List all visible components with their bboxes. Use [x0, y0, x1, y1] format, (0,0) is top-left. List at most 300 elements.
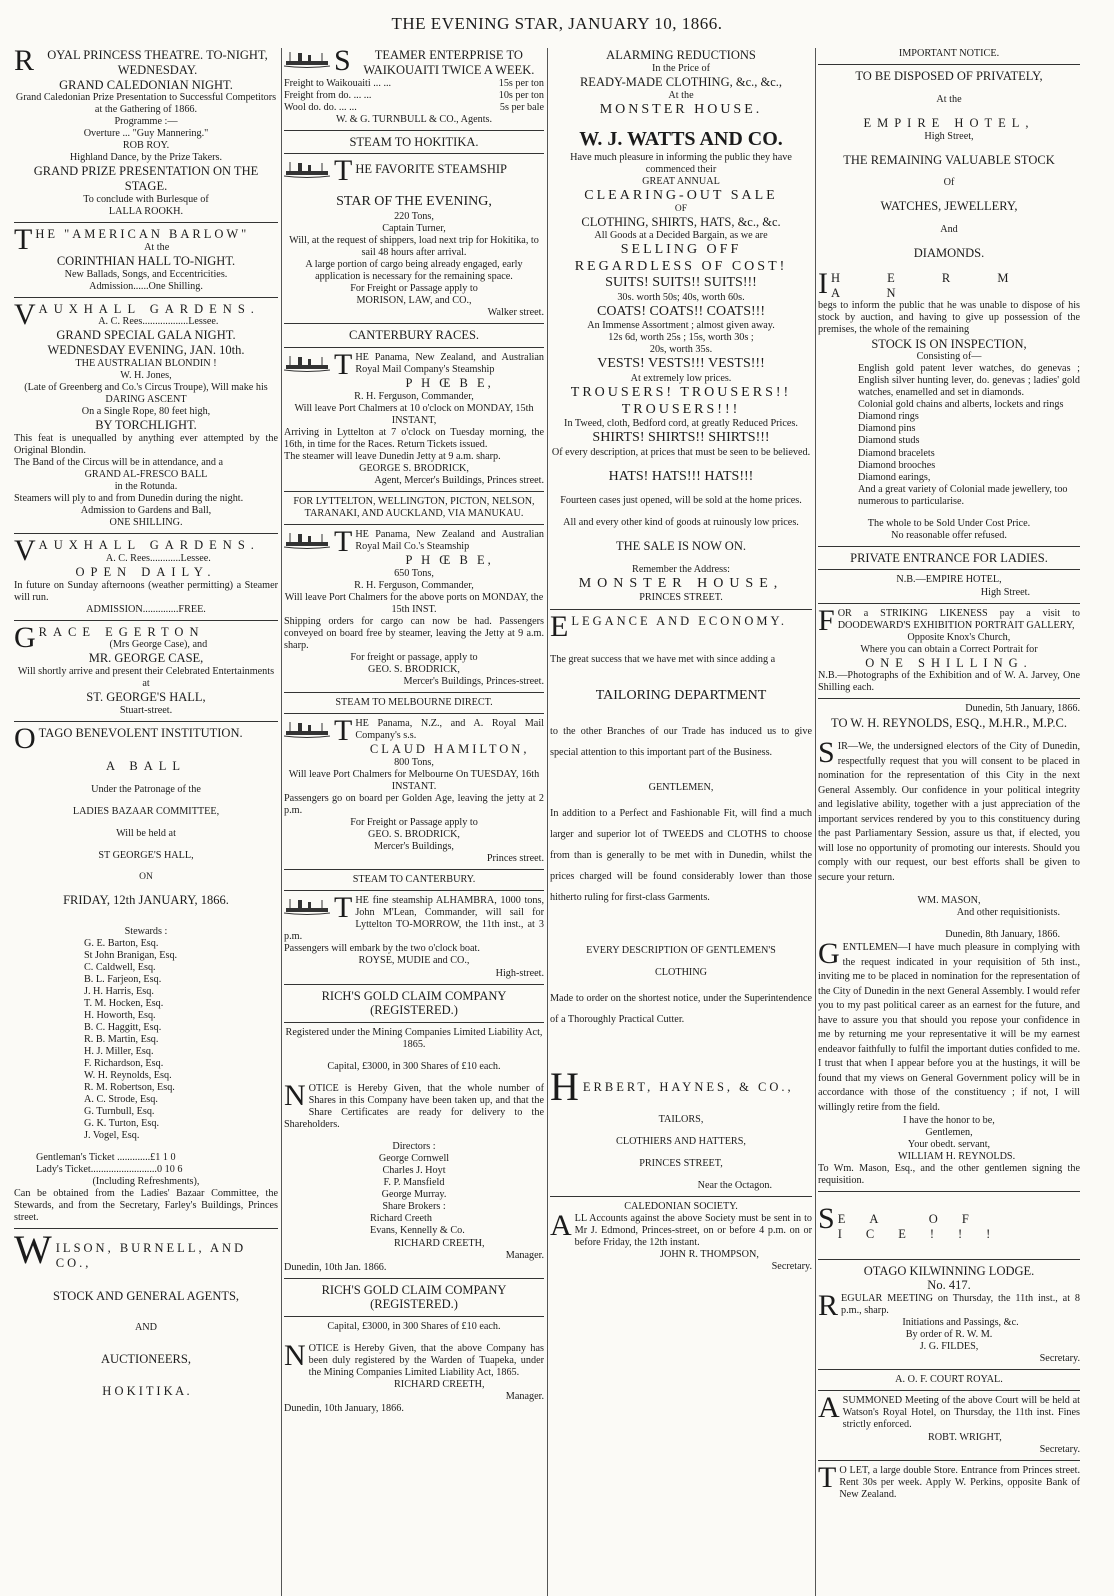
ad-line: And other requisitionists.: [956, 907, 1060, 919]
divider: [818, 569, 1080, 570]
ad-line: (Late of Greenberg and Co.'s Circus Troupe), Will make his: [24, 381, 268, 393]
steward: C. Caldwell, Esq.: [84, 961, 156, 973]
freight-label: Wool do. do. ... ...: [284, 101, 357, 113]
reynolds-requisition-ad: [818, 703, 1080, 1187]
striking-likeness-ad: [818, 603, 1080, 695]
ad-headline: HE Panama, New Zealand, and Australian Royal Mail Company's Steamship: [355, 351, 544, 375]
ad-line: ROYSE, MUDIE and CO.,: [358, 955, 470, 967]
wilson-burnell-ad: [14, 1227, 278, 1399]
divider: [284, 692, 544, 693]
freight-rate: 5s per bale: [499, 101, 544, 113]
ad-line: Your obedt. servant,: [907, 1139, 991, 1151]
stock-item: Diamond studs: [858, 435, 920, 447]
divider: [550, 1196, 812, 1197]
broker: Richard Creeth: [370, 1213, 432, 1225]
ad-line: Secretary.: [1039, 1353, 1080, 1365]
divider: [284, 130, 544, 131]
ad-headline: HE FAVORITE STEAMSHIP: [355, 162, 507, 177]
ad-line: Near the Octagon.: [697, 1179, 772, 1191]
divider: [284, 869, 544, 870]
ad-line: W. H. Jones,: [120, 369, 172, 381]
herbert-haynes-ad: [550, 1063, 812, 1192]
ad-line: Dunedin, 10th Jan. 1866.: [284, 1261, 387, 1273]
ad-line: FRIDAY, 12th JANUARY, 1866.: [63, 892, 229, 907]
director: F. P. Mansfield: [383, 1177, 445, 1189]
ad-line: MONSTER HOUSE,: [578, 575, 784, 591]
ad-line: Directors :: [392, 1141, 436, 1153]
stewards-label: Stewards :: [124, 925, 168, 937]
ad-line: TROUSERS!!!: [621, 401, 741, 417]
ad-line: CLOTHING, SHIRTS, HATS, &c., &c.: [581, 215, 781, 230]
ad-line: WATCHES, JEWELLERY,: [880, 199, 1018, 214]
divider: [14, 721, 278, 722]
drop-cap: T: [334, 525, 353, 559]
steward: B. L. Farjeon, Esq.: [84, 973, 162, 985]
ad-line: Mercer's Buildings, Princes-street.: [403, 676, 544, 688]
waikouaiti-steamer-ad: [284, 48, 544, 126]
steward: G. E. Barton, Esq.: [84, 937, 159, 949]
ad-line: Mercer's Buildings,: [374, 841, 454, 853]
drop-cap: N: [284, 1079, 306, 1113]
ad-line: Overture ... "Guy Mannering.": [83, 128, 209, 140]
stock-item: Colonial gold chains and alberts, lockets and rings: [858, 399, 1064, 411]
ad-title: FOR LYTTELTON, WELLINGTON, PICTON, NELSON, TARANAKI, AND AUCKLAND, VIA MANUKAU.: [293, 495, 535, 520]
ad-headline: AUXHALL GARDENS.: [38, 301, 260, 316]
ad-headline: ENTLEMEN—I have much pleasure in complying with the request indicated in your requisition of 5th inst., inviting me to be placed in nomination for the representation of the City of Dunedin in the next General Assembly. I would refer you to my past political career as an earnest for the future, and have to assure you that should you repose your confidence in me by returning me your representative it will be my earnest endeavor faithfully to fulfil the important duties confided to me. I trust that when I appear before you at the hustings, it will be found that my views on General Government policy will be in accordance with those of the constituency ; if not, I will willingly retire from the field.: [818, 942, 1080, 1113]
ad-line: RICHARD CREETH,: [394, 1379, 485, 1391]
steamship-icon: [284, 354, 330, 372]
ad-line: Of: [943, 177, 955, 189]
ad-line: Share Brokers :: [382, 1201, 446, 1213]
ad-line: A. C. Rees............Lessee.: [105, 552, 211, 564]
ad-line: Opposite Knox's Church,: [907, 631, 1011, 643]
ad-line: TROUSERS! TROUSERS!!: [570, 385, 792, 400]
ad-headline: OYAL PRINCESS THEATRE. TO-NIGHT, WEDNESDAY.: [47, 48, 268, 77]
ad-line: Passengers will embark by the two o'clock boat.: [284, 943, 480, 955]
freight-label: Freight from do. ... ...: [284, 89, 372, 101]
ad-line: STAR OF THE EVENING,: [336, 194, 492, 210]
drop-cap: N: [284, 1339, 306, 1373]
ad-title: OTAGO KILWINNING LODGE.: [863, 1263, 1035, 1278]
freight-rate: 15s per ton: [498, 77, 544, 89]
ad-line: Arriving in Lyttelton at 7 o'clock on Tuesday morning, the 16th, in time for the Races. Return Tickets issued.: [284, 426, 544, 450]
ad-headline: ALARMING REDUCTIONS: [606, 48, 756, 62]
ad-line: AND: [134, 1321, 158, 1333]
ad-line: CLOTHIERS AND HATTERS,: [616, 1135, 746, 1147]
ad-line: Dunedin, 8th January, 1866.: [945, 929, 1060, 941]
column-rule: [815, 48, 816, 1596]
ad-line: CLAUD HAMILTON,: [369, 742, 530, 757]
caledonian-society-ad: [550, 1201, 812, 1273]
ad-headline: AUXHALL GARDENS.: [38, 538, 260, 553]
monster-house-ad: [550, 48, 812, 605]
ad-line: The whole to be Sold Under Cost Price.: [867, 517, 1031, 529]
ad-line: begs to inform the public that he was unable to dispose of his stock by auction, and having to give up possession of the premises, the whole of the remaining: [818, 300, 1080, 336]
steward: B. C. Haggitt, Esq.: [84, 1021, 162, 1033]
ad-headline: SUMMONED Meeting of the above Court will be held at Watson's Royal Hotel, on Thursday, the 11th inst. Fines strictly enforced.: [842, 1395, 1080, 1431]
ad-headline: HE Panama, N.Z., and A. Royal Mail Company's s.s.: [355, 718, 544, 742]
divider: [14, 1228, 278, 1229]
ad-line: PRINCES STREET.: [639, 592, 723, 604]
ad-line: GREAT ANNUAL: [642, 175, 720, 187]
steward: H. Howorth, Esq.: [84, 1009, 156, 1021]
ad-line: SUITS! SUITS!! SUITS!!!: [605, 275, 757, 291]
steamship-icon: [284, 720, 330, 738]
ad-line: J. G. FILDES,: [919, 1341, 979, 1353]
drop-cap: E: [550, 609, 569, 643]
ad-line: COATS! COATS!! COATS!!!: [596, 303, 765, 319]
stock-item: Diamond earings,: [858, 471, 931, 483]
vauxhall-daily-ad: [14, 534, 278, 616]
ad-line: Steamers will ply to and from Dunedin during the night.: [14, 492, 244, 504]
column-4: [818, 48, 1080, 1596]
drop-cap: R: [14, 48, 35, 77]
ad-line: GRAND PRIZE PRESENTATION ON THE STAGE.: [33, 164, 259, 194]
ad-line: THE SALE IS NOW ON.: [616, 539, 746, 554]
drop-cap: F: [818, 603, 835, 637]
ad-title: CANTERBURY RACES.: [348, 328, 480, 343]
ad-line: GRAND AL-FRESCO BALL: [84, 468, 208, 480]
ad-headline: ERBERT, HAYNES, & CO.,: [582, 1079, 794, 1094]
ad-line: P H Œ B E,: [405, 375, 494, 390]
column-rule: [547, 48, 548, 1596]
director: Charles J. Hoyt: [382, 1165, 446, 1177]
ad-line: THE REMAINING VALUABLE STOCK: [843, 152, 1055, 167]
ad-line: GENTLEMEN,: [648, 782, 714, 794]
ad-line: Will leave Port Chalmers at 10 o'clock on MONDAY, 15th INSTANT,: [294, 402, 534, 426]
divider: [818, 1259, 1080, 1260]
ad-line: VESTS! VESTS!!! VESTS!!!: [597, 356, 765, 372]
ad-line: SELLING OFF: [620, 242, 742, 258]
ad-line: (Mrs George Case), and: [109, 639, 208, 651]
ad-line: (Including Refreshments),: [92, 1176, 200, 1188]
ad-line: On a Single Rope, 80 feet high,: [81, 406, 211, 417]
ad-line: Fourteen cases just opened, will be sold at the home prices.: [560, 495, 802, 507]
ad-title: STEAM TO HOKITIKA.: [349, 134, 479, 149]
ad-headline: LEGANCE AND ECONOMY.: [571, 613, 788, 628]
ad-line: For Freight or Passage apply to: [350, 283, 478, 295]
ad-line: OF: [674, 204, 688, 215]
ad-line: ROB ROY.: [122, 140, 170, 152]
ad-line: EMPIRE HOTEL,: [863, 115, 1035, 130]
steward: J. Vogel, Esq.: [84, 1130, 140, 1142]
drop-cap: T: [818, 1460, 837, 1494]
ad-line: W. & G. TURNBULL & CO., Agents.: [335, 113, 493, 125]
ad-line: 220 Tons,: [394, 210, 434, 222]
ad-headline: HE "AMERICAN BARLOW": [35, 227, 250, 241]
kilwinning-lodge-ad: [818, 1264, 1080, 1366]
drop-cap: T: [334, 714, 353, 748]
drop-cap: G: [818, 937, 840, 971]
ad-headline: ILSON, BURNELL, AND CO.,: [55, 1241, 247, 1271]
ad-line: Walker street.: [487, 307, 544, 319]
ad-line: 650 Tons,: [394, 567, 434, 579]
divider: [818, 1191, 1080, 1192]
divider: [14, 620, 278, 621]
ad-line: In future on Sunday afternoons (weather permitting) a Steamer will run.: [14, 579, 278, 603]
divider: [284, 153, 544, 154]
ad-line: HATS! HATS!!! HATS!!!: [608, 468, 754, 484]
ad-line: W. J. WATTS AND CO.: [579, 128, 783, 151]
ad-line: TO W. H. REYNOLDS, ESQ., M.H.R., M.P.C.: [831, 715, 1067, 730]
aof-court-royal-ad: [818, 1374, 1080, 1455]
ad-line: WEDNESDAY EVENING, JAN. 10th.: [47, 343, 245, 358]
stock-item: Diamond bracelets: [858, 447, 935, 459]
ad-line: The Band of the Circus will be in attendance, and a: [14, 456, 224, 468]
drop-cap: I: [818, 266, 828, 300]
ad-line: Shipping orders for cargo can now be had. Passengers conveyed on board free by steamer, leaving the Jetty at 9 a.m. sharp.: [284, 615, 544, 652]
ad-line: High Street,: [924, 130, 974, 142]
ad-line: And: [940, 224, 958, 236]
steamship-icon: [284, 531, 330, 549]
stock-item: Diamond pins: [858, 423, 916, 435]
ticket-price: Lady's Ticket..........................0 10 6: [36, 1164, 183, 1176]
ad-line: TAILORING DEPARTMENT: [595, 687, 767, 703]
ad-line: Stuart-street.: [119, 705, 173, 716]
ad-line: GRAND CALEDONIAN NIGHT.: [59, 77, 233, 92]
stock-item: Diamond brooches: [858, 459, 936, 471]
ad-line: ONE SHILLING.: [865, 655, 1033, 670]
ad-line: N.B.—EMPIRE HOTEL,: [896, 574, 1002, 586]
ad-line: CLEARING-OUT SALE: [584, 187, 778, 203]
ad-line: This feat is unequalled by anything ever attempted by the Original Blondin.: [14, 432, 278, 456]
ad-line: Consisting of—: [916, 351, 982, 363]
ad-line: By order of R. W. M.: [905, 1329, 993, 1341]
steward: H. J. Miller, Esq.: [84, 1045, 154, 1057]
sea-of-ice-ad: [818, 1202, 1080, 1242]
ad-line: A BALL: [105, 758, 187, 773]
ad-line: 800 Tons,: [394, 757, 434, 769]
ad-title: RICH'S GOLD CLAIM COMPANY (REGISTERED.): [321, 1282, 507, 1312]
ad-line: All and every other kind of goods at ruinously low prices.: [563, 517, 799, 529]
ad-line: No. 417.: [927, 1278, 971, 1293]
melbourne-steamer-ad: [284, 697, 544, 865]
ad-line: For freight or passage, apply to: [350, 652, 478, 664]
ad-line: Capital, £3000, in 300 Shares of £10 each.: [327, 1321, 501, 1333]
ad-line: THE AUSTRALIAN BLONDIN !: [75, 357, 217, 369]
drop-cap: V: [14, 297, 36, 331]
ad-line: CLOTHING: [654, 966, 708, 978]
ad-line: Will shortly arrive and present their Celebrated Entertainments at: [17, 666, 275, 690]
ad-title: CALEDONIAN SOCIETY.: [624, 1200, 738, 1212]
divider: [284, 323, 544, 324]
freight-rate: 10s per ton: [498, 89, 544, 101]
divider: [818, 1390, 1080, 1391]
ad-line: Passengers go on board per Golden Age, leaving the jetty at 2 p.m.: [284, 793, 544, 817]
steward: T. M. Hocken, Esq.: [84, 997, 164, 1009]
ad-line: EVERY DESCRIPTION OF GENTLEMEN'S: [586, 944, 776, 956]
ad-line: High-street.: [495, 967, 544, 979]
ad-line: At the: [668, 89, 694, 101]
steward: G. Turnbull, Esq.: [84, 1106, 155, 1118]
ad-line: TO BE DISPOSED OF PRIVATELY,: [855, 69, 1043, 84]
ad-line: Will, at the request of shippers, load next trip for Hokitika, to sail 48 hours after arrival.: [289, 234, 539, 258]
divider: [284, 1316, 544, 1317]
ad-line: ST GEORGE'S HALL,: [98, 849, 194, 861]
steward: R. B. Martin, Esq.: [84, 1033, 159, 1045]
divider: [14, 222, 278, 223]
steamship-icon: [284, 897, 330, 915]
drop-cap: S: [334, 48, 351, 77]
divider: [818, 698, 1080, 699]
steward: St John Branigan, Esq.: [84, 949, 178, 961]
ad-headline: EGULAR MEETING on Thursday, the 11th inst., at 8 p.m., sharp.: [841, 1293, 1080, 1317]
divider: [284, 984, 544, 985]
ad-line: Can be obtained from the Ladies' Bazaar Committee, the Stewards, and from the Secretary, Farley's Buildings, Princes street.: [14, 1188, 278, 1224]
steward: J. H. Harris, Esq.: [84, 985, 154, 997]
ad-line: MR. GEORGE CASE,: [88, 651, 204, 666]
ad-line: N.B.—Photographs of the Exhibition and of W. A. Jarvey, One Shilling each.: [818, 670, 1080, 694]
drop-cap: T: [334, 347, 353, 381]
divider: [284, 347, 544, 348]
ad-line: STOCK IS ON INSPECTION,: [871, 336, 1027, 351]
ad-line: Admission......One Shilling.: [89, 280, 203, 292]
steward: G. K. Turton, Esq.: [84, 1118, 160, 1130]
ad-line: Made to order on the shortest notice, under the Superintendence of a Thoroughly Practical Cutter.: [550, 992, 812, 1025]
ad-line: ON: [139, 871, 153, 882]
ad-line: 20s, worth 35s.: [649, 344, 713, 356]
ad-line: At extremely low prices.: [630, 372, 732, 384]
elegance-economy-ad: [550, 609, 812, 1031]
ad-line: An Immense Assortment ; almost given away.: [587, 320, 775, 332]
ad-line: Of every description, at prices that must be seen to be believed.: [551, 446, 811, 458]
ad-line: Programme :—: [114, 116, 178, 128]
ad-line: RICHARD CREETH,: [394, 1237, 485, 1249]
ad-line: WILLIAM H. REYNOLDS.: [898, 1151, 1016, 1163]
drop-cap: T: [334, 154, 353, 188]
ad-line: Secretary.: [1039, 1443, 1080, 1455]
divider: [284, 1278, 544, 1279]
ad-line: Secretary.: [771, 1260, 812, 1272]
ad-line: In Tweed, cloth, Bedford cord, at greatly Reduced Prices.: [564, 418, 798, 430]
ad-line: For Freight or Passage apply to: [350, 817, 478, 829]
ad-line: DIAMONDS.: [913, 246, 985, 261]
ad-line: Under the Patronage of the: [91, 783, 201, 795]
ad-line: ST. GEORGE'S HALL,: [86, 690, 206, 705]
divider: [818, 546, 1080, 547]
ad-title: STEAM TO CANTERBURY.: [352, 874, 476, 886]
ad-line: At the: [936, 93, 962, 105]
ad-line: PRIVATE ENTRANCE FOR LADIES.: [850, 550, 1048, 565]
ad-line: I have the honor to be,: [903, 1115, 995, 1126]
ad-line: Have much pleasure in informing the public they have commenced their: [570, 151, 792, 175]
column-1: [14, 48, 278, 1596]
ad-line: Will leave Port Chalmers for Melbourne On TUESDAY, 16th INSTANT.: [288, 769, 540, 793]
ad-headline: RACE EGERTON: [38, 624, 205, 639]
important-notice-ad: [818, 48, 1080, 599]
ad-headline: HE Panama, New Zealand and Australian Royal Mail Co.'s Steamship: [355, 529, 544, 553]
ad-line: Manager.: [505, 1391, 544, 1403]
to-let-ad: [818, 1460, 1080, 1501]
drop-cap: T: [334, 891, 353, 925]
ad-line: The steamer will leave Dunedin Jetty at 9 a.m. sharp.: [284, 450, 501, 462]
steamship-icon: [284, 50, 330, 68]
ad-line: DARING ASCENT: [105, 393, 187, 405]
ad-line: WM. MASON,: [917, 895, 981, 907]
ad-headline: O LET, a large double Store. Entrance from Princes street. Rent 30s per week. Apply W. Perkins, opposite Bank of New Zealand.: [839, 1464, 1080, 1500]
ad-line: P H Œ B E,: [405, 553, 494, 568]
ad-line: At the: [144, 241, 170, 253]
ad-line: 12s 6d, worth 25s ; 15s, worth 30s ;: [608, 332, 754, 344]
drop-cap: W: [14, 1227, 52, 1273]
ad-headline: TAGO BENEVOLENT INSTITUTION.: [38, 726, 243, 741]
ad-headline: LL Accounts against the above Society must be sent in to Mr J. Edmond, Princes-street, on or before 4 p.m. on or before Friday, the 12th instant.: [574, 1212, 812, 1248]
ad-line: Highland Dance, by the Prize Takers.: [69, 152, 223, 164]
ad-title: IMPORTANT NOTICE.: [898, 48, 1000, 59]
ad-line: High Street.: [980, 586, 1030, 598]
steward: F. Richardson, Esq.: [84, 1057, 164, 1069]
divider: [14, 533, 278, 534]
ad-line: Gentlemen,: [925, 1127, 973, 1139]
steamship-icon: [284, 160, 330, 178]
ad-line: Will be held at: [116, 827, 176, 839]
ad-line: GEO. S. BRODRICK,: [368, 664, 460, 676]
ad-title: STEAM TO MELBOURNE DIRECT.: [335, 697, 493, 709]
ad-line: REGARDLESS OF COST!: [574, 258, 788, 274]
divider: [550, 609, 812, 610]
ad-line: in the Rotunda.: [114, 480, 178, 492]
divider: [818, 1460, 1080, 1461]
ad-line: The great success that we have met with since adding a: [550, 653, 776, 665]
ad-headline: EA OF ICE!!!: [837, 1212, 1015, 1241]
column-rule: [281, 48, 282, 1596]
drop-cap: A: [818, 1391, 840, 1425]
ad-line: Grand Caledonian Prize Presentation to Successful Competitors at the Gathering of 1866.: [15, 92, 277, 116]
divider: [284, 524, 544, 525]
vauxhall-gala-ad: [14, 297, 278, 529]
drop-cap: S: [818, 1202, 835, 1236]
ad-title: A. O. F. COURT ROYAL.: [895, 1374, 1003, 1386]
ad-headline: HE fine steamship ALHAMBRA, 1000 tons, John M'Lean, Commander, will sail for Lyttelton TO-MORROW, the 11th inst., at 3 p.m.: [284, 895, 544, 943]
drop-cap: O: [14, 722, 36, 756]
divider: [284, 491, 544, 492]
steward: A. C. Strode, Esq.: [84, 1094, 158, 1106]
ad-line: AUCTIONEERS,: [101, 1351, 191, 1366]
richs-gold-claim-ad-1: [284, 989, 544, 1274]
ad-line: Princes street.: [486, 853, 544, 865]
ad-line: Agent, Mercer's Buildings, Princes street.: [374, 474, 544, 486]
director: George Cornwell: [378, 1153, 450, 1165]
steward: R. M. Robertson, Esq.: [84, 1082, 175, 1094]
ad-line: All Goods at a Decided Bargain, as we are: [594, 230, 768, 242]
ad-line: LADIES BAZAAR COMMITTEE,: [72, 805, 220, 817]
director: George Murray.: [381, 1189, 447, 1201]
canterbury-steamer-ad: [284, 874, 544, 979]
lyttelton-auckland-ad: [284, 496, 544, 688]
stock-item: English gold patent lever watches, do genevas ; English silver hunting lever, do. genevas ; ladies' gold watches, enamelled and set in diamonds.: [858, 363, 1080, 399]
ad-line: In the Price of: [652, 62, 710, 74]
ad-headline: OR a STRIKING LIKENESS pay a visit to DOODEWARD'S EXHIBITION PORTRAIT GALLERY,: [837, 607, 1080, 631]
ad-line: Registered under the Mining Companies Limited Liability Act, 1865.: [285, 1027, 543, 1051]
drop-cap: V: [14, 534, 36, 568]
ad-line: To Wm. Mason, Esq., and the other gentlemen signing the requisition.: [818, 1163, 1080, 1187]
ad-line: Dunedin, 10th January, 1866.: [284, 1403, 404, 1415]
ad-line: Manager.: [505, 1249, 544, 1261]
divider: [818, 1369, 1080, 1370]
stock-item: Diamond rings: [858, 411, 919, 423]
hokitika-steamer-ad: [284, 135, 544, 320]
ad-line: JOHN R. THOMPSON,: [660, 1248, 759, 1260]
drop-cap: R: [818, 1289, 839, 1323]
divider: [284, 1022, 544, 1023]
ad-line: ADMISSION..............FREE.: [86, 603, 206, 615]
ad-line: Capital, £3000, in 300 Shares of £10 each.: [327, 1061, 501, 1073]
column-3: [550, 48, 812, 1596]
ad-line: Dunedin, 5th January, 1866.: [965, 703, 1080, 715]
ad-line: Admission to Gardens and Ball,: [80, 504, 212, 516]
ad-line: SHIRTS! SHIRTS!! SHIRTS!!!: [592, 430, 770, 446]
divider: [14, 297, 278, 298]
